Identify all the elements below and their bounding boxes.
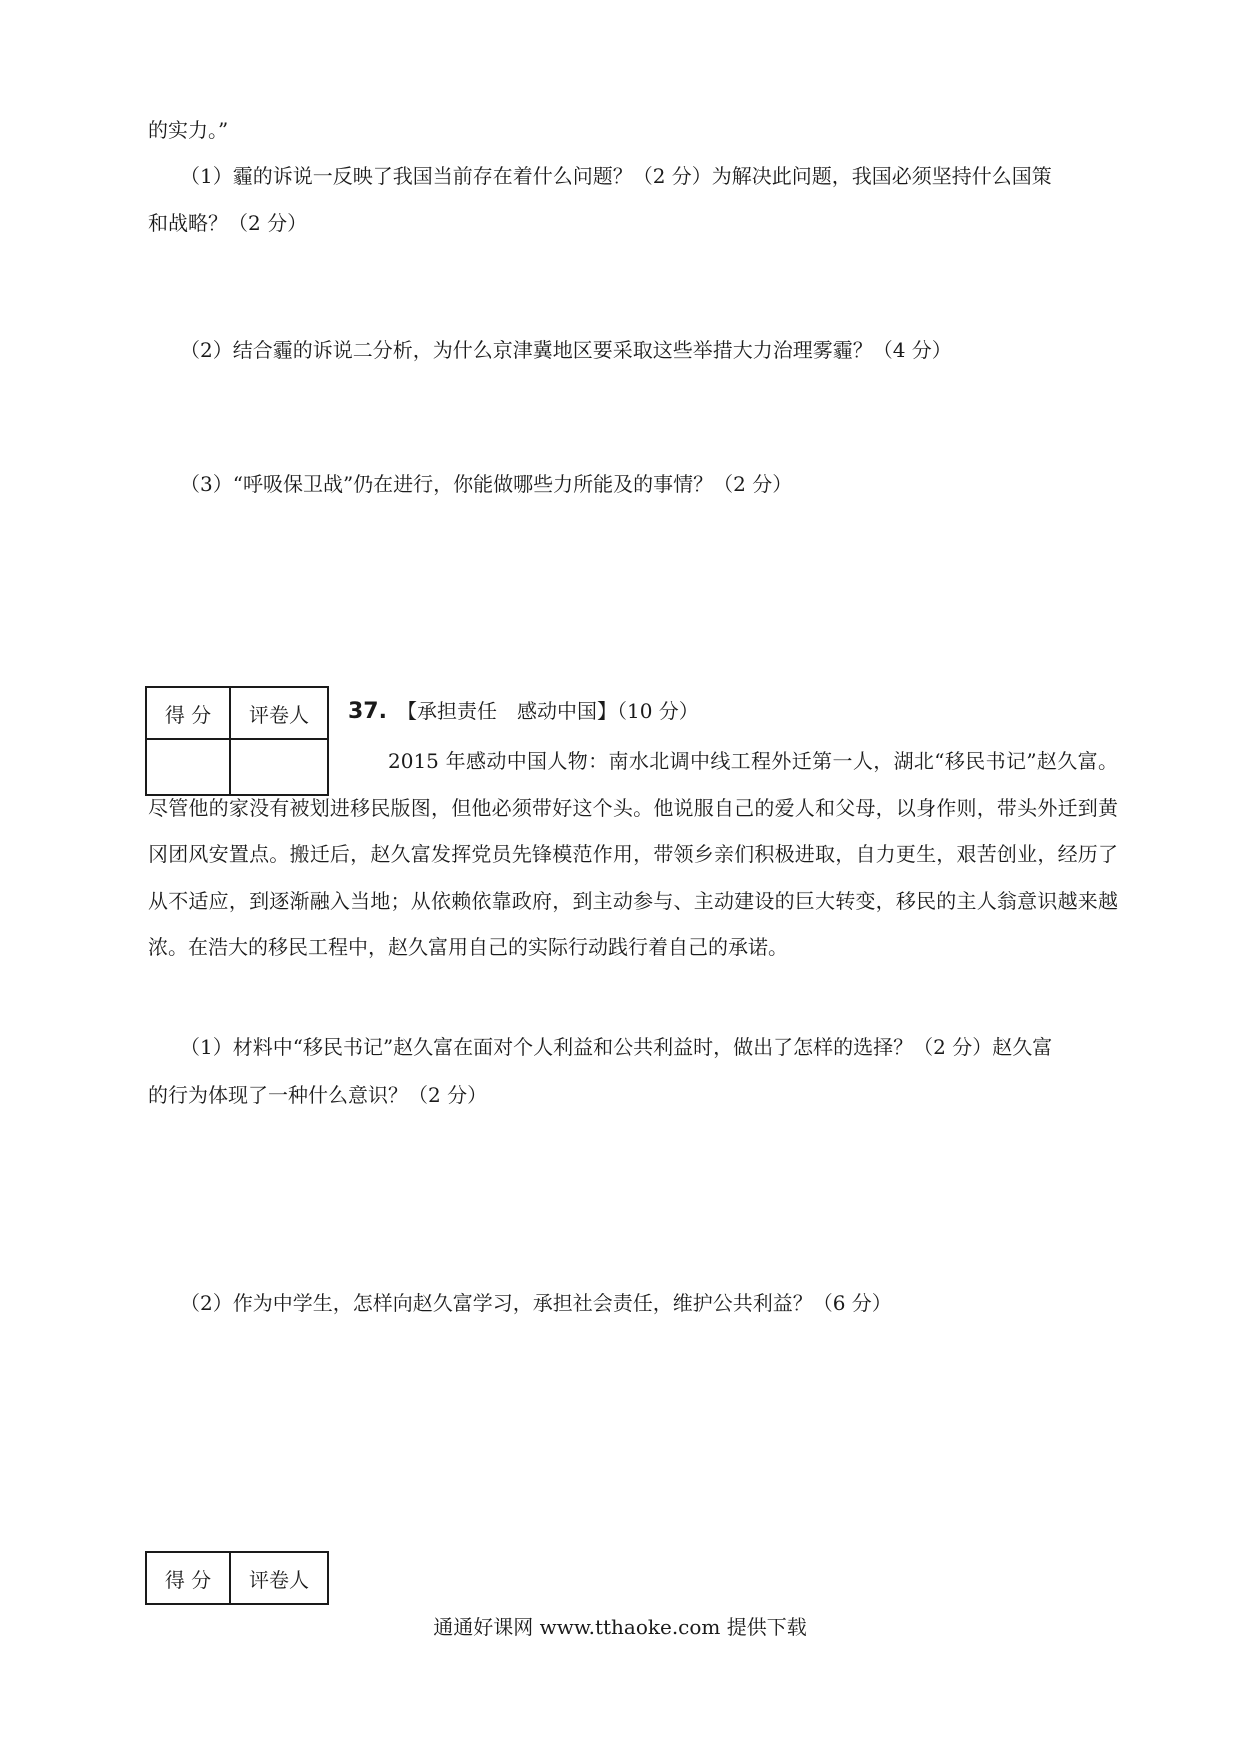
q37-sub1-line2: 的行为体现了一种什么意识？（2 分） bbox=[148, 1083, 488, 1107]
grader-label-cell-next: 评卷人 bbox=[230, 1552, 328, 1604]
q36-sub1-line1: （1）霾的诉说一反映了我国当前存在着什么问题？（2 分）为解决此问题，我国必须坚持什么国策 bbox=[180, 164, 1052, 188]
footer-source: 通通好课网 www.tthaoke.com 提供下载 bbox=[433, 1615, 807, 1639]
q37-number: 37. bbox=[348, 699, 387, 724]
score-box-next bbox=[145, 1551, 329, 1605]
q37-sub2: （2）作为中学生，怎样向赵久富学习，承担社会责任，维护公共利益？（6 分） bbox=[180, 1291, 892, 1315]
q37-heading bbox=[348, 697, 699, 726]
q37-material-text: 2015 年感动中国人物：南水北调中线工程外迁第一人，湖北“移民书记”赵久富。尽管他的家没有被划进移民版图，但他必须带好这个头。他说服自己的爱人和父母，以身作则，带头外迁到黄冈团风安置点。搬迁后，赵久富发挥党员先锋模范作用，带领乡亲们积极进取，自力更生，艰苦创业，经历了从不适应，到逐渐融入当地；从依赖依靠政府，到主动参与、主动建设的巨大转变，移民的主人翁意识越来越浓。在浩大的移民工程中，赵久富用自己的实际行动践行着自己的承诺。 bbox=[148, 749, 1118, 959]
q37-material bbox=[148, 738, 1118, 971]
q36-sub1-line2: 和战略？（2 分） bbox=[148, 211, 308, 235]
score-label-cell: 得 分 bbox=[146, 687, 230, 739]
q36-sub3: （3）“呼吸保卫战”仍在进行，你能做哪些力所能及的事情？（2 分） bbox=[180, 472, 793, 496]
grader-label-cell: 评卷人 bbox=[230, 687, 328, 739]
q37-sub1-line1: （1）材料中“移民书记”赵久富在面对个人利益和公共利益时，做出了怎样的选择？（2 分）赵久富 bbox=[180, 1035, 1053, 1059]
q36-intro-tail: 的实力。” bbox=[148, 118, 229, 142]
q37-title: 【承担责任 感动中国】（10 分） bbox=[396, 699, 699, 723]
q36-sub2: （2）结合霾的诉说二分析，为什么京津冀地区要采取这些举措大力治理雾霾？（4 分） bbox=[180, 338, 952, 362]
score-label-cell-next: 得 分 bbox=[146, 1552, 230, 1604]
